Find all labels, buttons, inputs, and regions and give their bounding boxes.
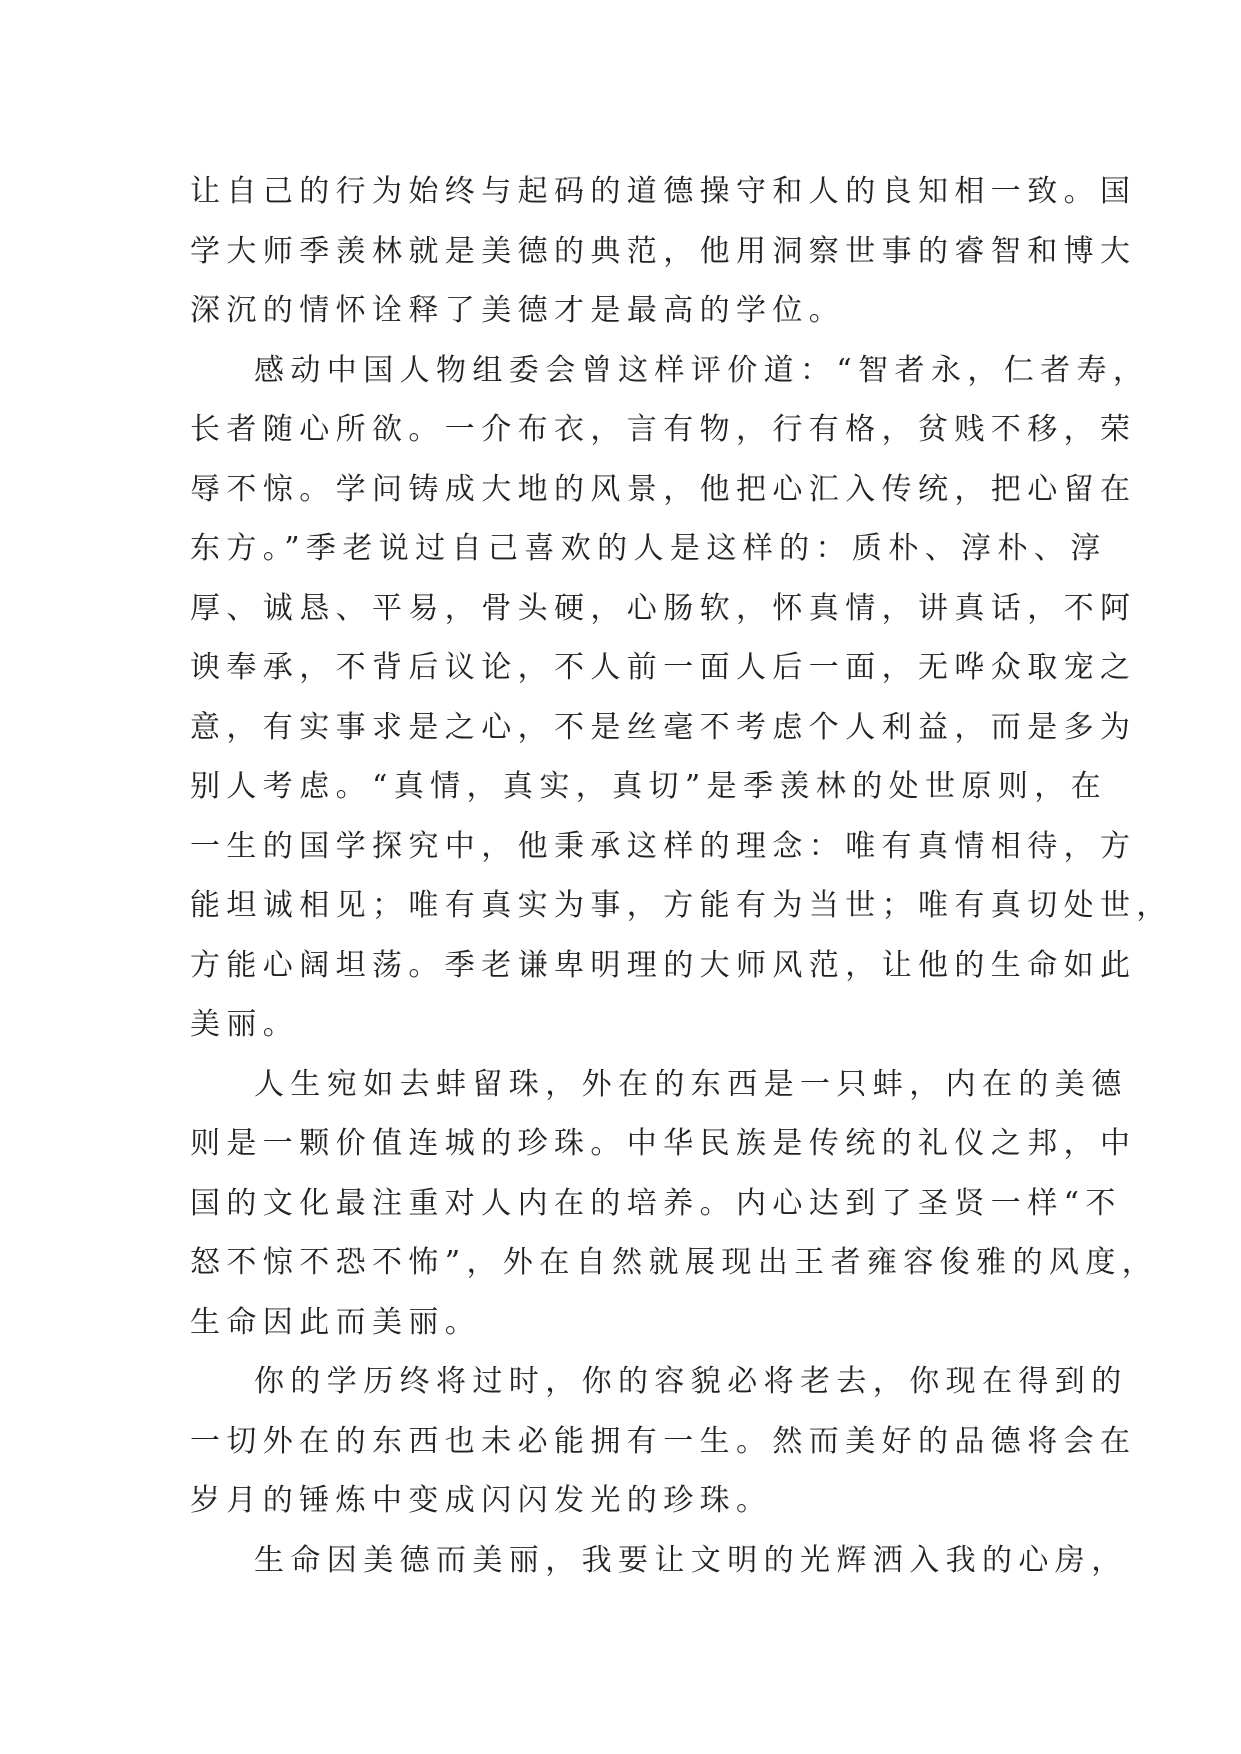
text-line: 方能心阔坦荡。季老谦卑明理的大师风范，让他的生命如此 [190,947,1137,983]
document-body [190,162,1173,1590]
text-line: 深沉的情怀诠释了美德才是最高的学位。 [190,293,846,328]
paragraph-start-line: 你的学历终将过时，你的容貌必将老去，你现在得到的 [254,1364,1128,1399]
text-line: 一生的国学探究中，他秉承这样的理念：唯有真情相待，方 [190,828,1137,864]
text-line: 学大师季羡林就是美德的典范，他用洞察世事的睿智和博大 [190,233,1137,269]
text-line: 岁月的锤炼中变成闪闪发光的珍珠。 [190,1483,773,1518]
paragraph-start-line: 生命因美德而美丽，我要让文明的光辉洒入我的心房， [254,1542,1128,1578]
text-line: 怒不惊不恐不怖”，外在自然就展现出王者雍容俊雅的风度， [190,1245,1159,1280]
text-line: 谀奉承，不背后议论，不人前一面人后一面，无哗众取宠之 [190,650,1137,685]
text-line: 美丽。 [190,1007,300,1042]
text-line: 让自己的行为始终与起码的道德操守和人的良知相一致。国 [190,174,1137,209]
text-line: 国的文化最注重对人内在的培养。内心达到了圣贤一样“不 [190,1185,1122,1221]
text-line: 生命因此而美丽。 [190,1304,482,1340]
text-line: 厚、诚恳、平易，骨头硬，心肠软，怀真情，讲真话，不阿 [190,590,1137,626]
text-line: 东方。”季老说过自己喜欢的人是这样的：质朴、淳朴、淳 [190,531,1107,566]
text-line: 意，有实事求是之心，不是丝毫不考虑个人利益，而是多为 [190,709,1137,745]
paragraph-start-line: 感动中国人物组委会曾这样评价道：“智者永，仁者寿， [254,352,1150,388]
text-line: 一切外在的东西也未必能拥有一生。然而美好的品德将会在 [190,1423,1137,1459]
text-line: 则是一颗价值连城的珍珠。中华民族是传统的礼仪之邦，中 [190,1126,1137,1161]
text-line: 长者随心所欲。一介布衣，言有物，行有格，贫贱不移，荣 [190,412,1137,447]
text-line: 能坦诚相见；唯有真实为事，方能有为当世；唯有真切处世， [190,888,1173,923]
paragraph-start-line: 人生宛如去蚌留珠，外在的东西是一只蚌，内在的美德 [254,1066,1128,1102]
text-line: 别人考虑。“真情，真实，真切”是季羡林的处世原则，在 [190,769,1108,804]
text-line: 辱不惊。学问铸成大地的风景，他把心汇入传统，把心留在 [190,471,1137,507]
